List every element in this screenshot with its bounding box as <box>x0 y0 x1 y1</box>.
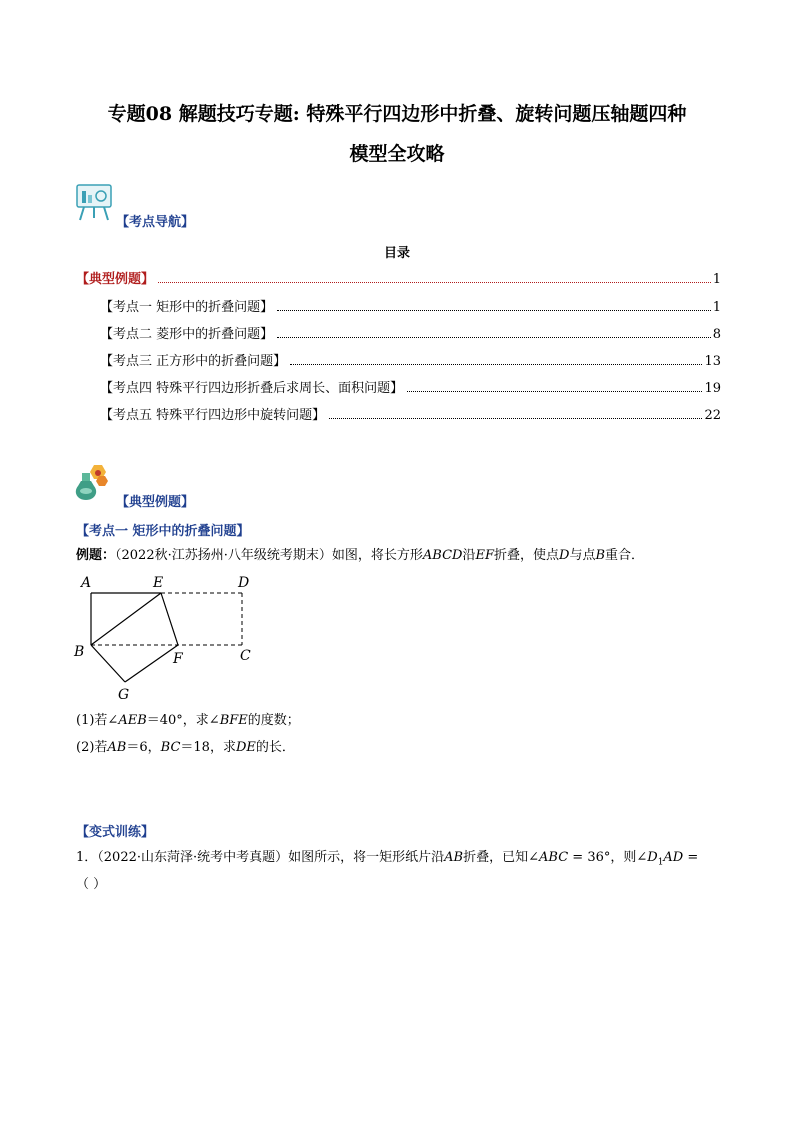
toc-leader <box>277 310 711 311</box>
toc-page: 19 <box>704 381 721 396</box>
toc-leader <box>407 391 702 392</box>
exercise-source: （2022·山东菏泽·统考中考真题） <box>97 850 289 865</box>
example-text: 沿 <box>462 548 476 563</box>
question-text: (2)若 <box>76 740 108 755</box>
exercise-text: 折叠，已知∠ <box>463 850 540 865</box>
question-text: ＝18，求 <box>180 740 236 755</box>
exercise-text: = <box>683 850 699 865</box>
variant-heading: 【变式训练】 <box>76 825 155 840</box>
toc-leader <box>329 418 702 419</box>
exercise-text: 如图所示，将一矩形纸片沿 <box>288 850 445 865</box>
toc-row[interactable] <box>100 377 721 395</box>
question-text: ＝40°，求∠ <box>146 713 220 728</box>
label-d: D <box>238 575 250 591</box>
example-prefix: 例题： <box>76 548 116 563</box>
math-abc: ABC <box>539 850 569 865</box>
example-text: 如图，将长方形 <box>331 548 423 563</box>
toc-title: 目录 <box>383 246 410 261</box>
math-d1: D <box>647 850 658 865</box>
page-title <box>60 94 734 174</box>
title-line-1: 专题08 解题技巧专题: 特殊平行四边形中折叠、旋转问题压轴题四种 <box>107 103 687 125</box>
math-d: D <box>559 548 570 563</box>
label-e: E <box>153 575 164 591</box>
math-bfe: BFE <box>219 713 248 728</box>
toc-page: 1 <box>712 300 721 315</box>
toc-page: 22 <box>704 408 721 423</box>
math-bc: BC <box>160 740 181 755</box>
segment-ef <box>161 593 178 645</box>
toc-row[interactable] <box>100 296 721 314</box>
kaodian-one-heading: 【考点一 矩形中的折叠问题】 <box>76 524 250 539</box>
example-source: （2022秋·江苏扬州·八年级统考期末） <box>115 548 332 563</box>
toc-label: 【考点二 菱形中的折叠问题】 <box>100 327 274 342</box>
chemistry-flask-icon <box>72 462 112 502</box>
question-text: (1)若∠ <box>76 713 119 728</box>
toc-label: 【考点三 正方形中的折叠问题】 <box>100 354 287 369</box>
label-b: B <box>74 644 85 660</box>
fold-figure <box>70 570 270 710</box>
math-b: B <box>595 548 606 563</box>
toc-page: 8 <box>712 327 721 342</box>
question-2 <box>76 739 295 757</box>
toc-leader <box>277 337 711 338</box>
math-ab: AB <box>444 850 464 865</box>
toc-label: 【考点一 矩形中的折叠问题】 <box>100 300 274 315</box>
example-problem <box>76 547 726 565</box>
nav-heading: 【考点导航】 <box>116 215 195 230</box>
toc-leader <box>158 282 711 283</box>
segment-gf <box>125 645 178 682</box>
question-1 <box>76 712 300 730</box>
label-a: A <box>81 575 92 591</box>
label-f: F <box>173 651 183 667</box>
segment-bg <box>91 645 125 682</box>
question-text: 的度数； <box>247 713 300 728</box>
toc-label: 【考点五 特殊平行四边形中旋转问题】 <box>100 408 326 423</box>
example-text: 重合． <box>605 548 645 563</box>
question-text: 的长． <box>255 740 295 755</box>
label-c: C <box>240 648 251 664</box>
label-g: G <box>118 687 130 703</box>
math-ad: AD <box>663 850 684 865</box>
math-ab: AB <box>107 740 127 755</box>
exercise-text: = 36°，则∠ <box>568 850 648 865</box>
segment-eb <box>91 593 161 645</box>
toc-row[interactable] <box>100 404 721 422</box>
toc-page: 13 <box>704 354 721 369</box>
math-subscript: 1 <box>657 857 664 868</box>
toc-row[interactable] <box>76 268 721 286</box>
examples-heading: 【典型例题】 <box>116 495 195 510</box>
question-text: ＝6， <box>126 740 161 755</box>
toc-label: 【考点四 特殊平行四边形折叠后求周长、面积问题】 <box>100 381 404 396</box>
example-text: 与点 <box>569 548 596 563</box>
toc-leader <box>290 364 702 365</box>
title-line-2: 模型全攻略 <box>349 143 445 165</box>
math-de: DE <box>235 740 256 755</box>
math-ef: EF <box>475 548 494 563</box>
toc-label: 【典型例题】 <box>76 272 155 287</box>
math-aeb: AEB <box>118 713 147 728</box>
math-abcd: ABCD <box>422 548 463 563</box>
toc-row[interactable] <box>100 350 721 368</box>
toc-page: 1 <box>712 272 721 287</box>
exercise-1 <box>76 849 698 872</box>
presentation-board-icon <box>74 182 114 222</box>
exercise-number: 1． <box>76 850 98 865</box>
answer-blank: （ ） <box>76 877 107 892</box>
example-text: 折叠，使点 <box>493 548 559 563</box>
toc-row[interactable] <box>100 323 721 341</box>
